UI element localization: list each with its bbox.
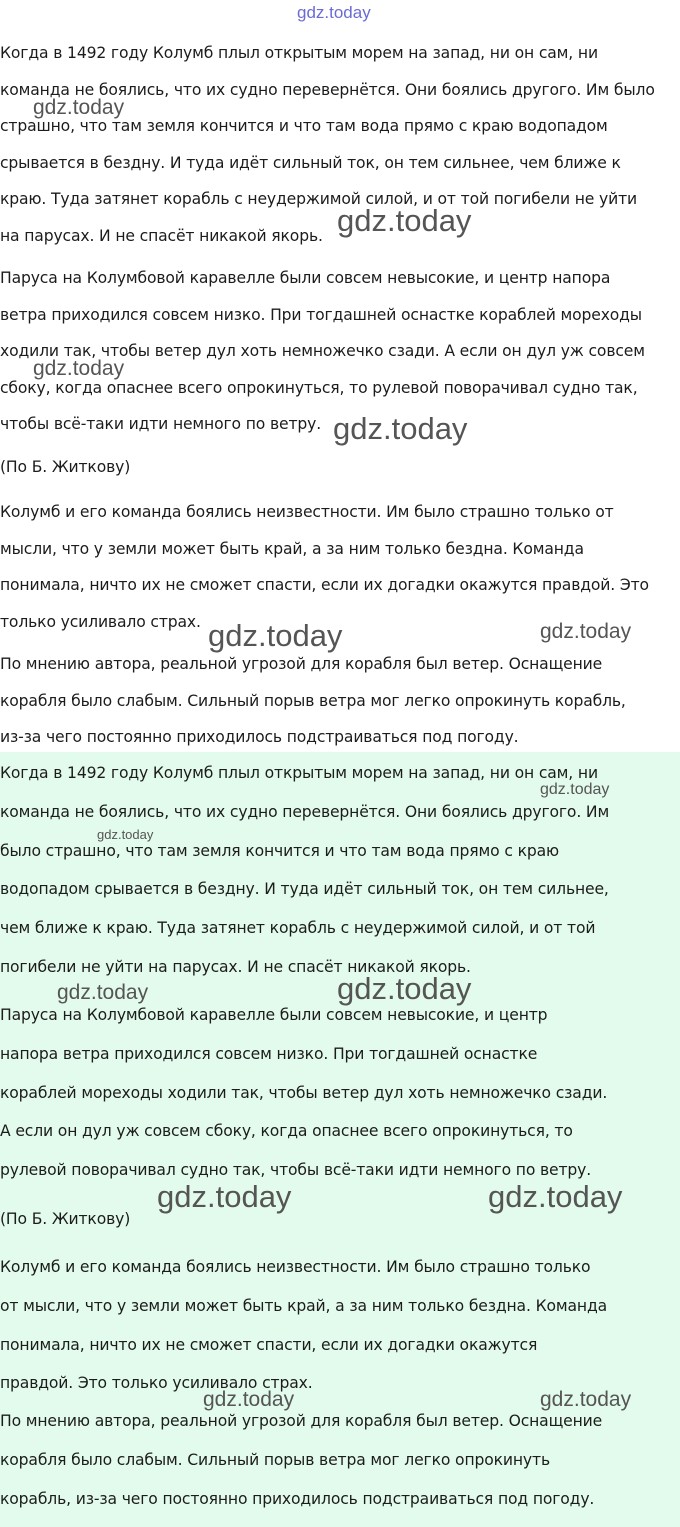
watermark: gdz.today — [297, 3, 371, 22]
text-line: команда не боялись, что их судно перевернётся. Они боялись другого. Им было — [0, 80, 655, 99]
text-line: Колумб и его команда боялись неизвестности. Им было страшно только — [0, 1258, 591, 1276]
text-line: только усиливало страх. — [0, 612, 201, 631]
watermark: gdz.today — [488, 1179, 623, 1214]
watermark: gdz.today — [540, 1388, 632, 1411]
watermark: gdz.today — [97, 827, 154, 842]
text-line: А если он дул уж совсем сбоку, когда опаснее всего опрокинуться, то — [0, 1122, 573, 1141]
text-line: правдой. Это только усиливало страх. — [0, 1374, 313, 1393]
text-line: команда не боялись, что их судно перевернётся. Они боялись другого. Им — [0, 802, 610, 821]
watermark: gdz.today — [337, 971, 472, 1006]
text-line: рулевой поворачивал судно так, чтобы всё-таки идти немного по ветру. — [0, 1161, 592, 1180]
watermark: gdz.today — [540, 620, 632, 643]
paragraph-sails — [0, 996, 607, 1190]
paragraph-answer-wind — [0, 646, 626, 756]
text-line: краю. Туда затянет корабль с неудержимой силой, и от той погибели не уйти — [0, 190, 638, 209]
text-line: понимала, ничто их не сможет спасти, если их догадки окажутся — [0, 1335, 538, 1354]
paragraph-answer-fear — [0, 1248, 607, 1403]
text-section-original — [0, 0, 680, 752]
watermark: gdz.today — [33, 96, 125, 119]
text-line: чтобы всё-таки идти немного по ветру. — [0, 415, 322, 434]
text-line: напора ветра приходился совсем низко. При тогдашней оснастке — [0, 1044, 538, 1063]
text-line: от мысли, что у земли может быть край, а за ним только бездна. Команда — [0, 1296, 607, 1315]
text-line: Колумб и его команда боялись неизвестности. Им было страшно только от — [0, 503, 614, 521]
text-line: водопадом срывается в бездну. И туда идёт сильный ток, он тем сильнее, — [0, 880, 609, 899]
text-line: понимала, ничто их не сможет спасти, если их догадки окажутся правдой. Это — [0, 576, 649, 595]
text-line: из-за чего постоянно приходилось подстраиваться под погоду. — [0, 728, 519, 747]
watermark: gdz.today — [33, 357, 125, 380]
text-line: чем ближе к краю. Туда затянет корабль с неудержимой силой, и от той — [0, 919, 596, 938]
text-line: корабля было слабым. Сильный порыв ветра мог легко опрокинуть корабль, — [0, 691, 626, 710]
text-line: ветра приходился совсем низко. При тогдашней оснастке кораблей мореходы — [0, 305, 642, 324]
watermark: gdz.today — [57, 981, 149, 1004]
source-attribution: (По Б. Житкову) — [0, 1210, 131, 1228]
text-line: мысли, что у земли может быть край, а за ним только бездна. Команда — [0, 539, 584, 558]
paragraph-columbus-fear — [0, 754, 609, 987]
watermark: gdz.today — [157, 1179, 292, 1214]
paragraph-sails — [0, 260, 645, 446]
paragraph-answer-wind — [0, 1402, 602, 1518]
text-line: Когда в 1492 году Колумб плыл открытым морем на запад, ни он сам, ни — [0, 764, 598, 782]
text-line: Паруса на Колумбовой каравелле были совсем невысокие, и центр напора — [0, 269, 611, 287]
watermark: gdz.today — [208, 618, 343, 653]
text-line: на парусах. И не спасёт никакой якорь. — [0, 226, 323, 245]
paragraph-columbus-fear — [0, 35, 655, 255]
text-line: сбоку, когда опаснее всего опрокинуться, то рулевой поворачивал судно так, — [0, 378, 638, 397]
text-line: корабля было слабым. Сильный порыв ветра мог легко опрокинуть — [0, 1450, 550, 1469]
text-section-highlighted — [0, 752, 680, 1527]
text-line: По мнению автора, реальной угрозой для корабля был ветер. Оснащение — [0, 655, 603, 673]
watermark: gdz.today — [333, 411, 468, 446]
text-line: По мнению автора, реальной угрозой для корабля был ветер. Оснащение — [0, 1412, 603, 1430]
text-line: погибели не уйти на парусах. И не спасёт никакой якорь. — [0, 957, 471, 976]
text-line: ходили так, чтобы ветер дул хоть немножечко сзади. А если он дул уж совсем — [0, 342, 645, 361]
text-line: было страшно, что там земля кончится и что там вода прямо с краю — [0, 841, 559, 860]
watermark: gdz.today — [203, 1388, 295, 1411]
text-line: страшно, что там земля кончится и что там вода прямо с краю водопадом — [0, 117, 608, 136]
text-line: срывается в бездну. И туда идёт сильный ток, он тем сильнее, чем ближе к — [0, 153, 621, 172]
text-line: Когда в 1492 году Колумб плыл открытым морем на запад, ни он сам, ни — [0, 44, 598, 62]
watermark: gdz.today — [540, 781, 610, 798]
text-line: кораблей мореходы ходили так, чтобы ветер дул хоть немножечко сзади. — [0, 1083, 608, 1102]
text-line: корабль, из-за чего постоянно приходилось подстраиваться под погоду. — [0, 1489, 595, 1508]
paragraph-answer-fear — [0, 494, 649, 643]
watermark: gdz.today — [337, 203, 472, 238]
text-line: Паруса на Колумбовой каравелле были совсем невысокие, и центр — [0, 1006, 548, 1024]
source-attribution: (По Б. Житкову) — [0, 458, 131, 476]
